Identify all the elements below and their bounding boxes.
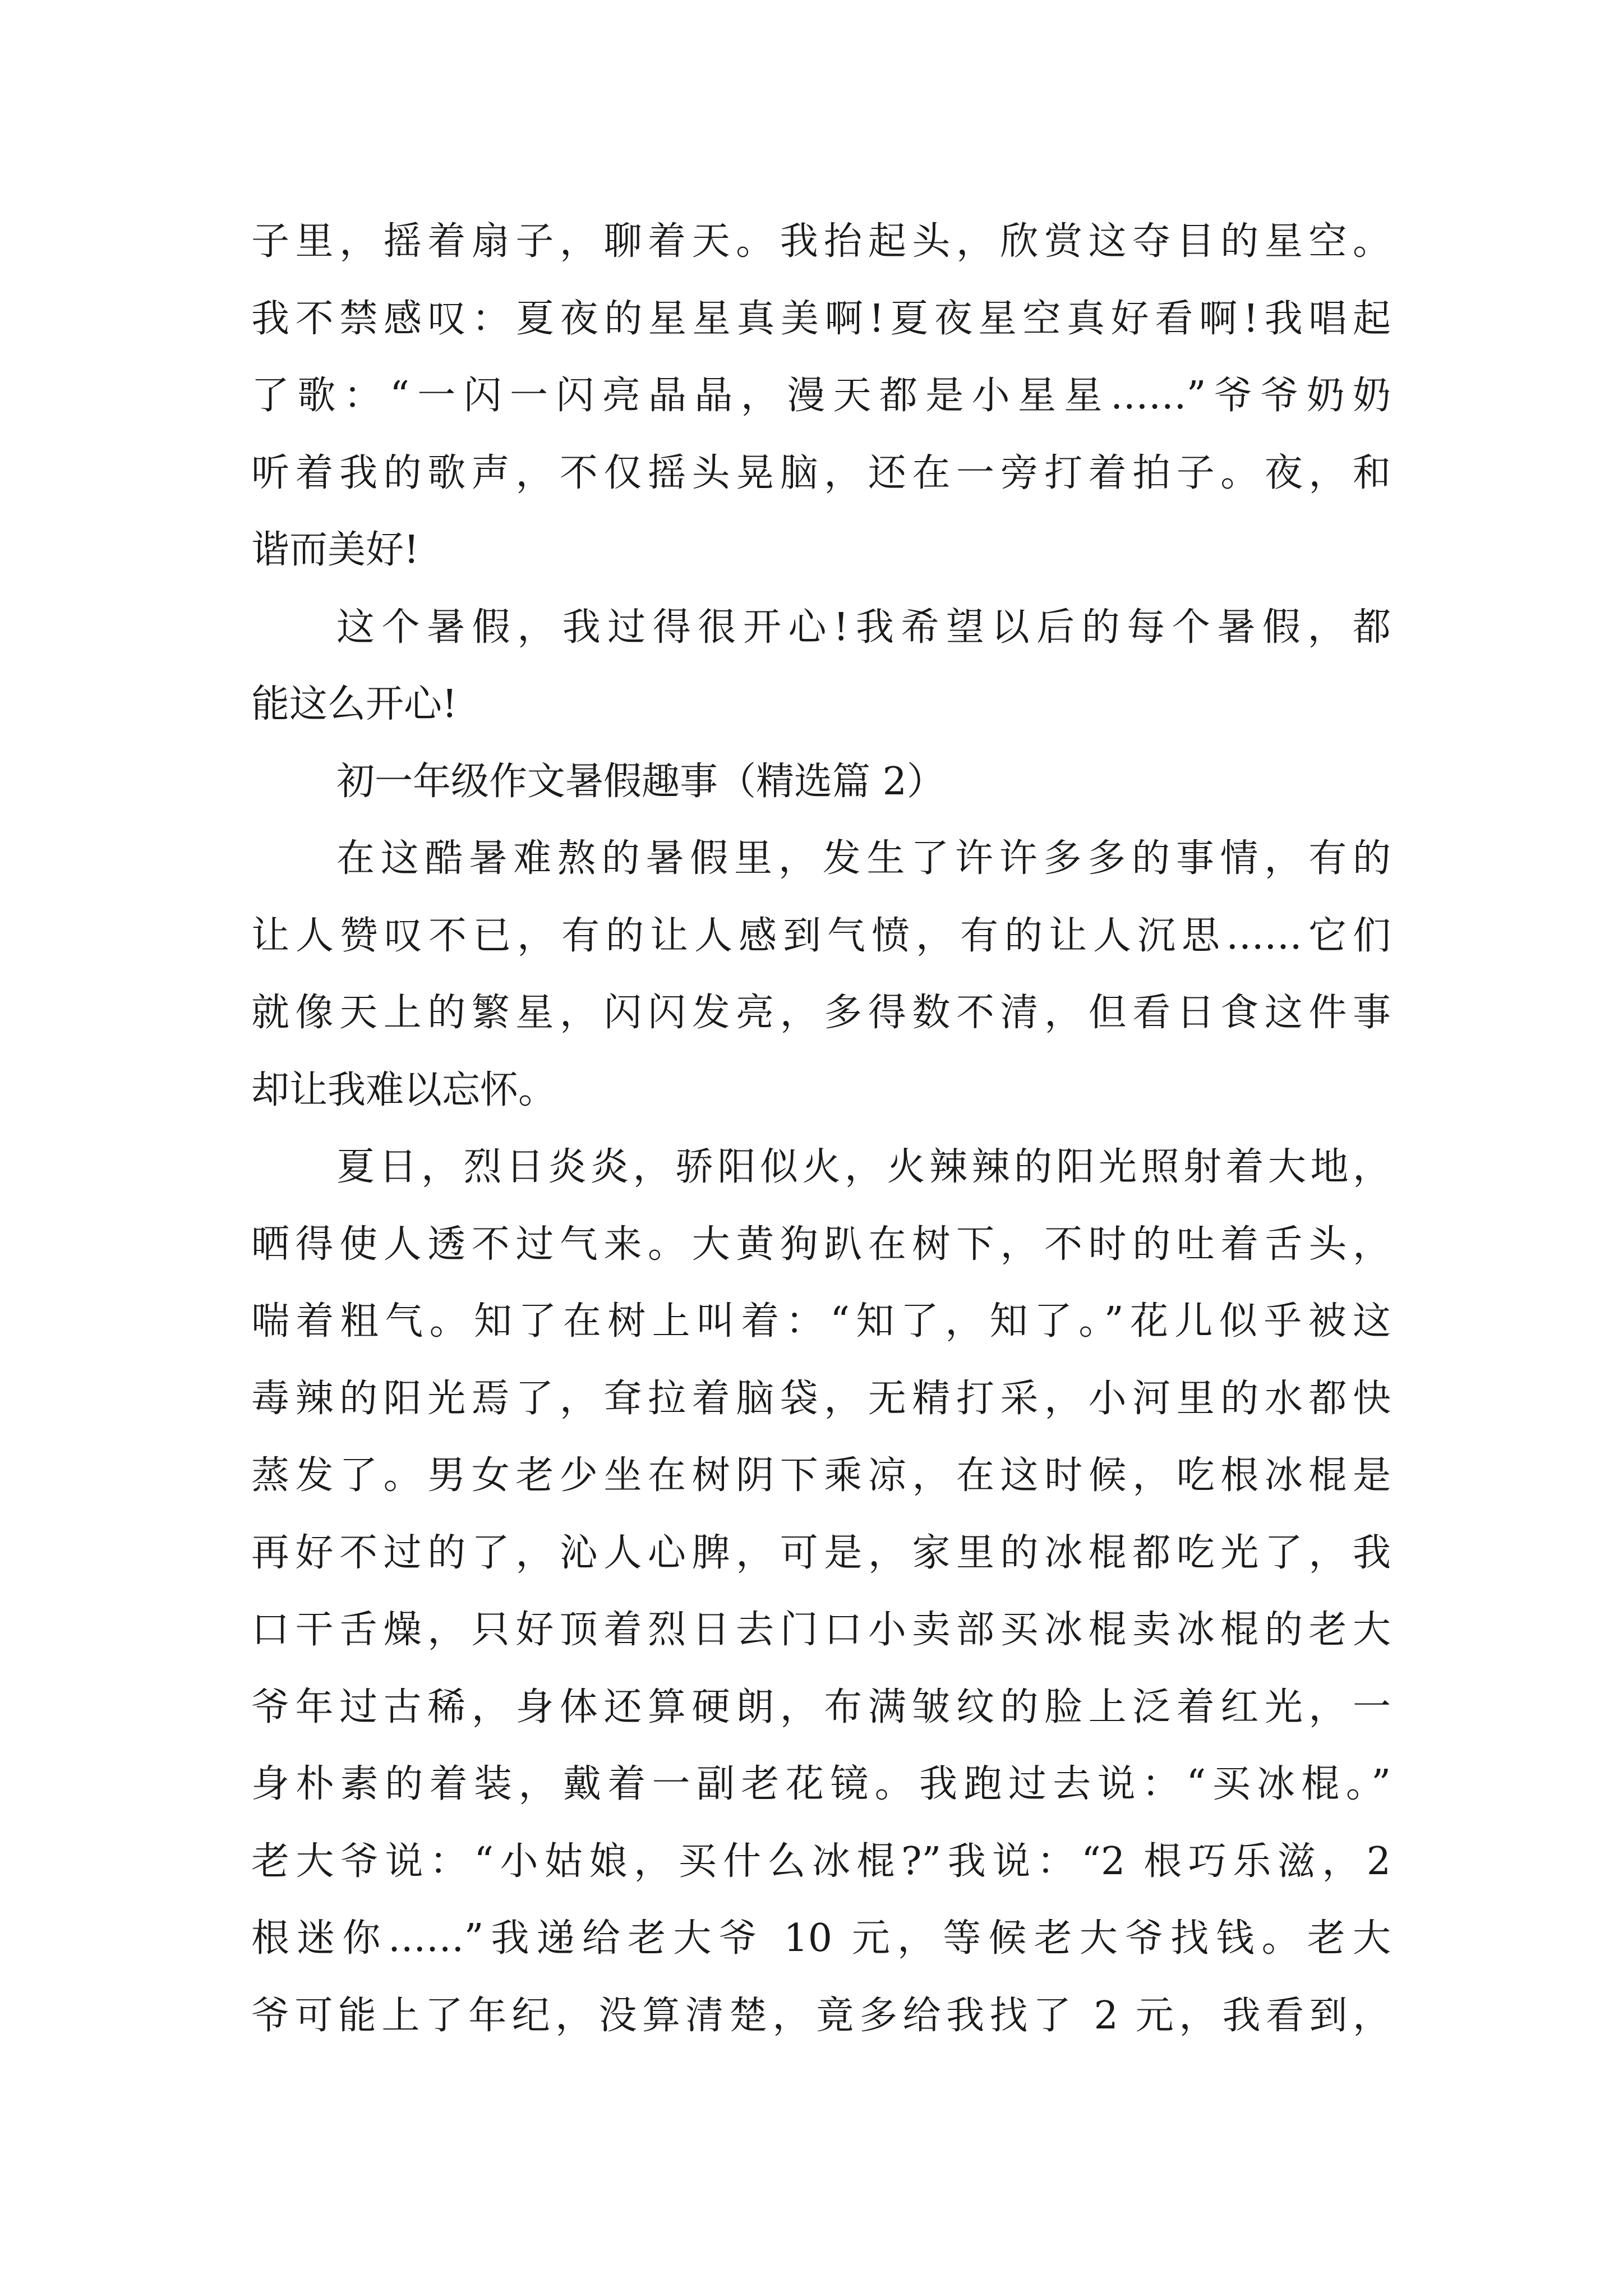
text-line: 子里，摇着扇子，聊着天。我抬起头，欣赏这夺目的星空。 [251, 219, 1391, 264]
text-line: 就像天上的繁星，闪闪发亮，多得数不清，但看日食这件事 [251, 991, 1391, 1035]
section-heading: 初一年级作文暑假趣事（精选篇 2） [336, 759, 945, 804]
text-line: 口干舌燥，只好顶着烈日去门口小卖部买冰棍卖冰棍的老大 [251, 1608, 1391, 1652]
text-line: 毒辣的阳光焉了，耷拉着脑袋，无精打采，小河里的水都快 [251, 1376, 1391, 1421]
text-line: 了歌：“一闪一闪亮晶晶，漫天都是小星星……”爷爷奶奶 [251, 374, 1391, 418]
text-line: 老大爷说：“小姑娘，买什么冰棍?”我说：“2 根巧乐滋，2 [251, 1839, 1391, 1884]
paragraph-first-line: 在这酷暑难熬的暑假里，发生了许许多多的事情，有的 [336, 836, 1391, 881]
text-line: 爷可能上了年纪，没算清楚，竟多给我找了 2 元，我看到， [251, 1993, 1391, 2038]
text-line: 根迷你……”我递给老大爷 10 元，等候老大爷找钱。老大 [251, 1916, 1391, 1961]
text-line: 却让我难以忘怀。 [251, 1068, 557, 1112]
text-line: 身朴素的着装，戴着一副老花镜。我跑过去说：“买冰棍。” [251, 1762, 1391, 1806]
text-line: 喘着粗气。知了在树上叫着：“知了，知了。”花儿似乎被这 [251, 1299, 1391, 1343]
paragraph-first-line: 夏日，烈日炎炎，骄阳似火，火辣辣的阳光照射着大地， [336, 1145, 1391, 1189]
text-line: 能这么开心! [251, 682, 458, 726]
text-line: 晒得使人透不过气来。大黄狗趴在树下，不时的吐着舌头， [251, 1222, 1391, 1267]
paragraph-first-line: 这个暑假，我过得很开心!我希望以后的每个暑假，都 [336, 605, 1391, 650]
text-line: 蒸发了。男女老少坐在树阴下乘凉，在这时候，吃根冰棍是 [251, 1453, 1391, 1498]
text-line: 再好不过的了，沁人心脾，可是，家里的冰棍都吃光了，我 [251, 1530, 1391, 1575]
text-line: 听着我的歌声，不仅摇头晃脑，还在一旁打着拍子。夜，和 [251, 450, 1391, 495]
body-text [251, 203, 1391, 2054]
text-line: 我不禁感叹：夏夜的星星真美啊!夏夜星空真好看啊!我唱起 [251, 296, 1391, 341]
text-line: 谐而美好! [251, 528, 419, 572]
text-line: 爷年过古稀，身体还算硬朗，布满皱纹的脸上泛着红光，一 [251, 1685, 1391, 1729]
text-line: 让人赞叹不已，有的让人感到气愤，有的让人沉思……它们 [251, 913, 1391, 958]
